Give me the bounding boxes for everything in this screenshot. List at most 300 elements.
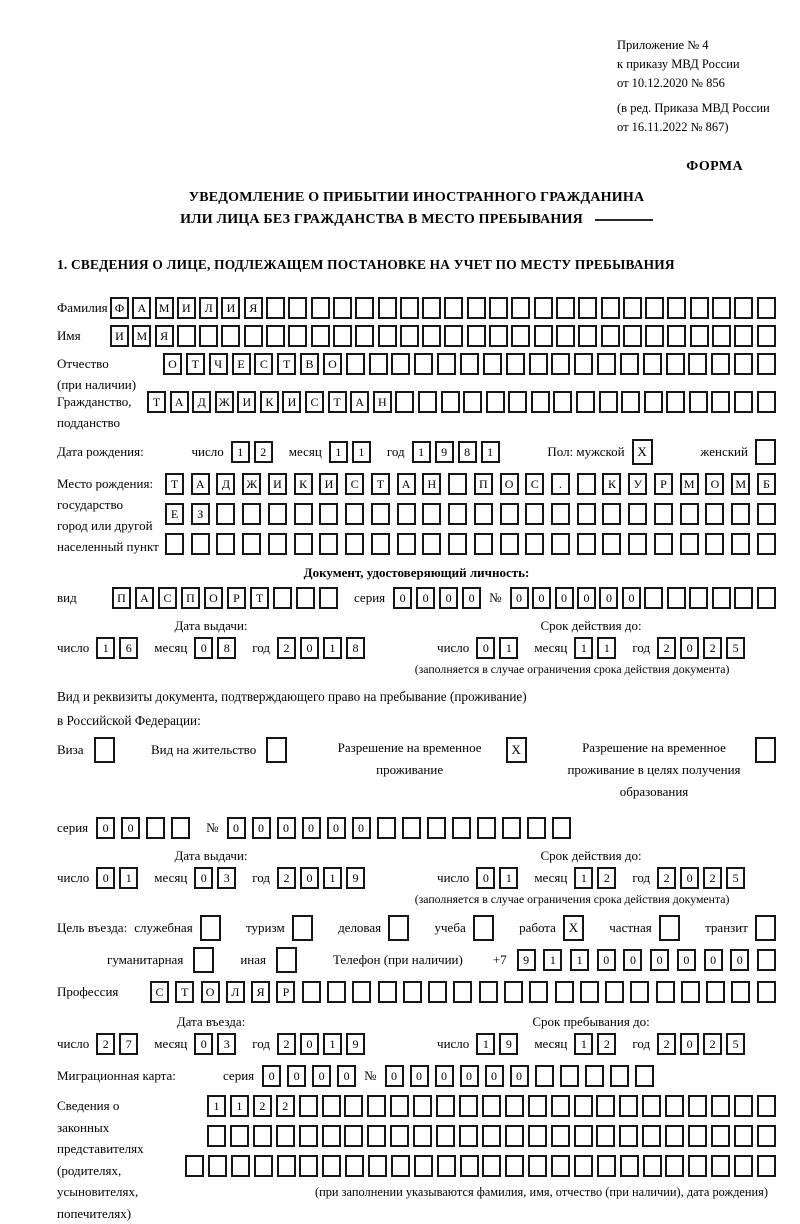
char-cell[interactable] bbox=[333, 325, 352, 347]
char-cell[interactable] bbox=[574, 1155, 593, 1177]
char-cell[interactable]: 1 bbox=[574, 1033, 593, 1055]
char-cell[interactable]: 1 bbox=[323, 1033, 342, 1055]
temp-residence-edu-checkbox[interactable] bbox=[755, 737, 776, 763]
char-cell[interactable] bbox=[500, 503, 519, 525]
char-cell[interactable] bbox=[620, 353, 639, 375]
char-cell[interactable] bbox=[171, 817, 190, 839]
char-cell[interactable] bbox=[221, 325, 240, 347]
temp-residence-checkbox[interactable]: X bbox=[506, 737, 527, 763]
char-cell[interactable]: 8 bbox=[217, 637, 236, 659]
char-cell[interactable]: С bbox=[525, 473, 544, 495]
char-cell[interactable]: О bbox=[204, 587, 223, 609]
char-cell[interactable] bbox=[489, 325, 508, 347]
char-cell[interactable] bbox=[680, 533, 699, 555]
char-cell[interactable] bbox=[529, 981, 548, 1003]
char-cell[interactable] bbox=[635, 1065, 654, 1087]
char-cell[interactable] bbox=[597, 353, 616, 375]
char-cell[interactable] bbox=[422, 503, 441, 525]
char-cell[interactable] bbox=[299, 1095, 318, 1117]
char-cell[interactable]: 0 bbox=[393, 587, 412, 609]
char-cell[interactable] bbox=[654, 533, 673, 555]
char-cell[interactable] bbox=[444, 297, 463, 319]
char-cell[interactable]: 1 bbox=[230, 1095, 249, 1117]
char-cell[interactable] bbox=[355, 297, 374, 319]
char-cell[interactable]: 0 bbox=[680, 1033, 699, 1055]
char-cell[interactable] bbox=[712, 587, 731, 609]
char-cell[interactable]: Ж bbox=[215, 391, 234, 413]
char-cell[interactable] bbox=[165, 533, 184, 555]
char-cell[interactable]: 2 bbox=[276, 1095, 295, 1117]
char-cell[interactable] bbox=[296, 587, 315, 609]
visa-checkbox[interactable] bbox=[94, 737, 115, 763]
char-cell[interactable]: 1 bbox=[96, 637, 115, 659]
char-cell[interactable]: 0 bbox=[680, 867, 699, 889]
char-cell[interactable]: 2 bbox=[254, 441, 273, 463]
purpose-business-checkbox[interactable] bbox=[388, 915, 409, 941]
char-cell[interactable] bbox=[528, 1155, 547, 1177]
char-cell[interactable] bbox=[757, 391, 776, 413]
char-cell[interactable] bbox=[642, 1095, 661, 1117]
char-cell[interactable] bbox=[378, 325, 397, 347]
char-cell[interactable] bbox=[688, 353, 707, 375]
char-cell[interactable] bbox=[191, 533, 210, 555]
char-cell[interactable] bbox=[390, 1095, 409, 1117]
char-cell[interactable] bbox=[551, 503, 570, 525]
char-cell[interactable]: 0 bbox=[476, 867, 495, 889]
char-cell[interactable]: 1 bbox=[323, 637, 342, 659]
char-cell[interactable]: Р bbox=[276, 981, 295, 1003]
purpose-private-checkbox[interactable] bbox=[659, 915, 680, 941]
char-cell[interactable]: 1 bbox=[119, 867, 138, 889]
char-cell[interactable] bbox=[551, 533, 570, 555]
char-cell[interactable] bbox=[688, 1125, 707, 1147]
char-cell[interactable] bbox=[477, 817, 496, 839]
char-cell[interactable]: 0 bbox=[439, 587, 458, 609]
char-cell[interactable] bbox=[508, 391, 527, 413]
char-cell[interactable] bbox=[437, 1155, 456, 1177]
char-cell[interactable]: 1 bbox=[543, 949, 562, 971]
char-cell[interactable] bbox=[294, 533, 313, 555]
char-cell[interactable] bbox=[689, 587, 708, 609]
char-cell[interactable] bbox=[656, 981, 675, 1003]
char-cell[interactable]: Д bbox=[192, 391, 211, 413]
char-cell[interactable] bbox=[344, 1095, 363, 1117]
char-cell[interactable] bbox=[506, 353, 525, 375]
char-cell[interactable] bbox=[482, 1155, 501, 1177]
char-cell[interactable]: 1 bbox=[574, 867, 593, 889]
char-cell[interactable] bbox=[628, 503, 647, 525]
char-cell[interactable]: 2 bbox=[703, 637, 722, 659]
char-cell[interactable] bbox=[574, 353, 593, 375]
char-cell[interactable] bbox=[371, 503, 390, 525]
char-cell[interactable]: Е bbox=[165, 503, 184, 525]
char-cell[interactable] bbox=[489, 297, 508, 319]
char-cell[interactable]: 0 bbox=[680, 637, 699, 659]
char-cell[interactable] bbox=[479, 981, 498, 1003]
char-cell[interactable] bbox=[731, 533, 750, 555]
char-cell[interactable]: Р bbox=[227, 587, 246, 609]
char-cell[interactable] bbox=[525, 533, 544, 555]
char-cell[interactable] bbox=[311, 325, 330, 347]
char-cell[interactable]: Л bbox=[199, 297, 218, 319]
char-cell[interactable] bbox=[734, 1155, 753, 1177]
char-cell[interactable] bbox=[601, 325, 620, 347]
char-cell[interactable] bbox=[711, 391, 730, 413]
char-cell[interactable] bbox=[474, 533, 493, 555]
char-cell[interactable]: О bbox=[201, 981, 220, 1003]
char-cell[interactable]: Ч bbox=[209, 353, 228, 375]
char-cell[interactable] bbox=[268, 503, 287, 525]
char-cell[interactable] bbox=[580, 981, 599, 1003]
char-cell[interactable]: У bbox=[628, 473, 647, 495]
char-cell[interactable] bbox=[448, 503, 467, 525]
char-cell[interactable] bbox=[422, 297, 441, 319]
char-cell[interactable]: Т bbox=[277, 353, 296, 375]
char-cell[interactable]: 0 bbox=[485, 1065, 504, 1087]
char-cell[interactable]: 0 bbox=[194, 867, 213, 889]
char-cell[interactable]: 0 bbox=[510, 587, 529, 609]
char-cell[interactable]: И bbox=[268, 473, 287, 495]
char-cell[interactable]: Я bbox=[244, 297, 263, 319]
char-cell[interactable] bbox=[645, 297, 664, 319]
char-cell[interactable]: 2 bbox=[277, 1033, 296, 1055]
char-cell[interactable]: 2 bbox=[703, 867, 722, 889]
char-cell[interactable]: 0 bbox=[277, 817, 296, 839]
char-cell[interactable] bbox=[448, 473, 467, 495]
char-cell[interactable] bbox=[623, 325, 642, 347]
char-cell[interactable]: 0 bbox=[262, 1065, 281, 1087]
char-cell[interactable] bbox=[482, 1125, 501, 1147]
char-cell[interactable]: Е bbox=[232, 353, 251, 375]
char-cell[interactable]: Т bbox=[165, 473, 184, 495]
char-cell[interactable] bbox=[345, 1155, 364, 1177]
char-cell[interactable]: 5 bbox=[726, 1033, 745, 1055]
char-cell[interactable]: 2 bbox=[597, 1033, 616, 1055]
char-cell[interactable]: 0 bbox=[194, 637, 213, 659]
char-cell[interactable]: 0 bbox=[460, 1065, 479, 1087]
char-cell[interactable] bbox=[288, 325, 307, 347]
char-cell[interactable] bbox=[620, 1155, 639, 1177]
char-cell[interactable] bbox=[486, 391, 505, 413]
char-cell[interactable] bbox=[460, 1155, 479, 1177]
char-cell[interactable]: С bbox=[254, 353, 273, 375]
char-cell[interactable]: П bbox=[112, 587, 131, 609]
char-cell[interactable] bbox=[414, 1155, 433, 1177]
char-cell[interactable] bbox=[400, 325, 419, 347]
char-cell[interactable]: 0 bbox=[337, 1065, 356, 1087]
char-cell[interactable] bbox=[689, 391, 708, 413]
char-cell[interactable]: 2 bbox=[277, 637, 296, 659]
char-cell[interactable] bbox=[601, 297, 620, 319]
char-cell[interactable]: Я bbox=[251, 981, 270, 1003]
char-cell[interactable]: О bbox=[163, 353, 182, 375]
char-cell[interactable]: И bbox=[110, 325, 129, 347]
char-cell[interactable]: 2 bbox=[253, 1095, 272, 1117]
char-cell[interactable] bbox=[444, 325, 463, 347]
char-cell[interactable] bbox=[555, 981, 574, 1003]
char-cell[interactable] bbox=[757, 1095, 776, 1117]
char-cell[interactable] bbox=[504, 981, 523, 1003]
char-cell[interactable] bbox=[711, 1125, 730, 1147]
char-cell[interactable] bbox=[585, 1065, 604, 1087]
char-cell[interactable] bbox=[254, 1155, 273, 1177]
char-cell[interactable] bbox=[511, 325, 530, 347]
char-cell[interactable] bbox=[216, 503, 235, 525]
char-cell[interactable]: 1 bbox=[499, 867, 518, 889]
char-cell[interactable]: Л bbox=[226, 981, 245, 1003]
char-cell[interactable] bbox=[534, 325, 553, 347]
char-cell[interactable]: 0 bbox=[194, 1033, 213, 1055]
char-cell[interactable] bbox=[460, 353, 479, 375]
char-cell[interactable]: И bbox=[319, 473, 338, 495]
char-cell[interactable] bbox=[734, 297, 753, 319]
char-cell[interactable] bbox=[436, 1095, 455, 1117]
char-cell[interactable]: 1 bbox=[574, 637, 593, 659]
char-cell[interactable]: 0 bbox=[300, 637, 319, 659]
char-cell[interactable] bbox=[666, 353, 685, 375]
char-cell[interactable] bbox=[482, 1095, 501, 1117]
char-cell[interactable] bbox=[352, 981, 371, 1003]
char-cell[interactable] bbox=[666, 391, 685, 413]
char-cell[interactable] bbox=[528, 1125, 547, 1147]
char-cell[interactable]: 0 bbox=[650, 949, 669, 971]
sex-male-checkbox[interactable]: X bbox=[632, 439, 653, 465]
char-cell[interactable] bbox=[452, 817, 471, 839]
char-cell[interactable]: М bbox=[680, 473, 699, 495]
char-cell[interactable]: З bbox=[191, 503, 210, 525]
char-cell[interactable]: 9 bbox=[517, 949, 536, 971]
char-cell[interactable] bbox=[534, 297, 553, 319]
char-cell[interactable]: 1 bbox=[323, 867, 342, 889]
char-cell[interactable] bbox=[556, 325, 575, 347]
char-cell[interactable] bbox=[467, 325, 486, 347]
residence-permit-checkbox[interactable] bbox=[266, 737, 287, 763]
char-cell[interactable] bbox=[757, 533, 776, 555]
char-cell[interactable] bbox=[277, 1155, 296, 1177]
char-cell[interactable] bbox=[525, 503, 544, 525]
char-cell[interactable]: 0 bbox=[352, 817, 371, 839]
char-cell[interactable]: М bbox=[155, 297, 174, 319]
char-cell[interactable] bbox=[311, 297, 330, 319]
char-cell[interactable]: П bbox=[181, 587, 200, 609]
char-cell[interactable]: П bbox=[474, 473, 493, 495]
char-cell[interactable] bbox=[645, 325, 664, 347]
char-cell[interactable] bbox=[319, 533, 338, 555]
char-cell[interactable]: С bbox=[158, 587, 177, 609]
char-cell[interactable] bbox=[327, 981, 346, 1003]
char-cell[interactable] bbox=[577, 503, 596, 525]
char-cell[interactable]: 0 bbox=[96, 867, 115, 889]
char-cell[interactable] bbox=[654, 503, 673, 525]
char-cell[interactable]: О bbox=[323, 353, 342, 375]
char-cell[interactable] bbox=[731, 503, 750, 525]
char-cell[interactable]: 2 bbox=[277, 867, 296, 889]
char-cell[interactable] bbox=[230, 1125, 249, 1147]
char-cell[interactable]: А bbox=[191, 473, 210, 495]
char-cell[interactable]: К bbox=[260, 391, 279, 413]
char-cell[interactable] bbox=[414, 353, 433, 375]
char-cell[interactable]: Т bbox=[147, 391, 166, 413]
char-cell[interactable] bbox=[448, 533, 467, 555]
char-cell[interactable] bbox=[299, 1125, 318, 1147]
char-cell[interactable] bbox=[319, 587, 338, 609]
char-cell[interactable] bbox=[574, 1095, 593, 1117]
purpose-other-checkbox[interactable] bbox=[276, 947, 297, 973]
char-cell[interactable]: 7 bbox=[119, 1033, 138, 1055]
char-cell[interactable] bbox=[266, 325, 285, 347]
char-cell[interactable]: Ж bbox=[242, 473, 261, 495]
char-cell[interactable] bbox=[599, 391, 618, 413]
char-cell[interactable] bbox=[688, 1095, 707, 1117]
char-cell[interactable] bbox=[390, 1125, 409, 1147]
char-cell[interactable] bbox=[551, 1125, 570, 1147]
char-cell[interactable]: 9 bbox=[499, 1033, 518, 1055]
char-cell[interactable] bbox=[208, 1155, 227, 1177]
purpose-work-checkbox[interactable]: X bbox=[563, 915, 584, 941]
char-cell[interactable] bbox=[535, 1065, 554, 1087]
char-cell[interactable]: 2 bbox=[703, 1033, 722, 1055]
char-cell[interactable] bbox=[266, 297, 285, 319]
char-cell[interactable]: Т bbox=[175, 981, 194, 1003]
purpose-transit-checkbox[interactable] bbox=[755, 915, 776, 941]
char-cell[interactable] bbox=[602, 533, 621, 555]
char-cell[interactable] bbox=[552, 817, 571, 839]
char-cell[interactable] bbox=[690, 325, 709, 347]
char-cell[interactable]: 0 bbox=[287, 1065, 306, 1087]
char-cell[interactable]: 0 bbox=[577, 587, 596, 609]
char-cell[interactable]: 0 bbox=[677, 949, 696, 971]
char-cell[interactable]: 3 bbox=[217, 867, 236, 889]
char-cell[interactable]: 9 bbox=[346, 867, 365, 889]
char-cell[interactable]: 0 bbox=[704, 949, 723, 971]
char-cell[interactable] bbox=[711, 1155, 730, 1177]
char-cell[interactable] bbox=[712, 325, 731, 347]
char-cell[interactable] bbox=[560, 1065, 579, 1087]
char-cell[interactable] bbox=[474, 503, 493, 525]
char-cell[interactable]: С bbox=[305, 391, 324, 413]
char-cell[interactable]: 0 bbox=[252, 817, 271, 839]
purpose-tourism-checkbox[interactable] bbox=[292, 915, 313, 941]
char-cell[interactable] bbox=[610, 1065, 629, 1087]
char-cell[interactable] bbox=[577, 473, 596, 495]
char-cell[interactable] bbox=[528, 1095, 547, 1117]
char-cell[interactable]: В bbox=[300, 353, 319, 375]
char-cell[interactable] bbox=[706, 981, 725, 1003]
char-cell[interactable] bbox=[395, 391, 414, 413]
char-cell[interactable] bbox=[630, 981, 649, 1003]
char-cell[interactable] bbox=[551, 1155, 570, 1177]
char-cell[interactable] bbox=[333, 297, 352, 319]
char-cell[interactable]: 0 bbox=[532, 587, 551, 609]
char-cell[interactable] bbox=[418, 391, 437, 413]
char-cell[interactable] bbox=[667, 587, 686, 609]
char-cell[interactable] bbox=[302, 981, 321, 1003]
char-cell[interactable]: 0 bbox=[462, 587, 481, 609]
char-cell[interactable] bbox=[665, 1095, 684, 1117]
char-cell[interactable]: 1 bbox=[412, 441, 431, 463]
char-cell[interactable] bbox=[436, 1125, 455, 1147]
char-cell[interactable] bbox=[367, 1125, 386, 1147]
char-cell[interactable] bbox=[505, 1125, 524, 1147]
sex-female-checkbox[interactable] bbox=[755, 439, 776, 465]
char-cell[interactable] bbox=[602, 503, 621, 525]
char-cell[interactable] bbox=[319, 503, 338, 525]
char-cell[interactable]: М bbox=[132, 325, 151, 347]
char-cell[interactable] bbox=[734, 391, 753, 413]
char-cell[interactable] bbox=[731, 981, 750, 1003]
char-cell[interactable] bbox=[596, 1095, 615, 1117]
char-cell[interactable] bbox=[578, 325, 597, 347]
char-cell[interactable] bbox=[705, 533, 724, 555]
char-cell[interactable]: О bbox=[500, 473, 519, 495]
char-cell[interactable] bbox=[529, 353, 548, 375]
char-cell[interactable] bbox=[402, 817, 421, 839]
char-cell[interactable]: И bbox=[177, 297, 196, 319]
char-cell[interactable] bbox=[294, 503, 313, 525]
char-cell[interactable]: А bbox=[397, 473, 416, 495]
char-cell[interactable] bbox=[644, 391, 663, 413]
char-cell[interactable]: К bbox=[602, 473, 621, 495]
char-cell[interactable]: 0 bbox=[730, 949, 749, 971]
purpose-humanitarian-checkbox[interactable] bbox=[193, 947, 214, 973]
char-cell[interactable]: 2 bbox=[657, 1033, 676, 1055]
char-cell[interactable] bbox=[757, 503, 776, 525]
char-cell[interactable]: 2 bbox=[597, 867, 616, 889]
char-cell[interactable]: 3 bbox=[217, 1033, 236, 1055]
char-cell[interactable] bbox=[757, 1155, 776, 1177]
char-cell[interactable] bbox=[734, 1095, 753, 1117]
char-cell[interactable] bbox=[711, 353, 730, 375]
char-cell[interactable] bbox=[711, 1095, 730, 1117]
purpose-official-checkbox[interactable] bbox=[200, 915, 221, 941]
char-cell[interactable]: 0 bbox=[96, 817, 115, 839]
char-cell[interactable]: Б bbox=[757, 473, 776, 495]
char-cell[interactable] bbox=[377, 817, 396, 839]
char-cell[interactable] bbox=[422, 325, 441, 347]
char-cell[interactable] bbox=[288, 297, 307, 319]
char-cell[interactable]: 1 bbox=[481, 441, 500, 463]
char-cell[interactable] bbox=[502, 817, 521, 839]
char-cell[interactable] bbox=[644, 587, 663, 609]
char-cell[interactable] bbox=[623, 297, 642, 319]
char-cell[interactable]: С bbox=[150, 981, 169, 1003]
char-cell[interactable] bbox=[511, 297, 530, 319]
char-cell[interactable] bbox=[268, 533, 287, 555]
char-cell[interactable]: 0 bbox=[435, 1065, 454, 1087]
char-cell[interactable] bbox=[621, 391, 640, 413]
char-cell[interactable]: 0 bbox=[476, 637, 495, 659]
char-cell[interactable]: Ф bbox=[110, 297, 129, 319]
char-cell[interactable] bbox=[574, 1125, 593, 1147]
char-cell[interactable]: 0 bbox=[599, 587, 618, 609]
char-cell[interactable]: 6 bbox=[119, 637, 138, 659]
char-cell[interactable]: 0 bbox=[416, 587, 435, 609]
char-cell[interactable] bbox=[597, 1155, 616, 1177]
purpose-study-checkbox[interactable] bbox=[473, 915, 494, 941]
char-cell[interactable]: А bbox=[350, 391, 369, 413]
char-cell[interactable]: 0 bbox=[410, 1065, 429, 1087]
char-cell[interactable] bbox=[391, 1155, 410, 1177]
char-cell[interactable] bbox=[367, 1095, 386, 1117]
char-cell[interactable] bbox=[378, 981, 397, 1003]
char-cell[interactable]: А bbox=[132, 297, 151, 319]
char-cell[interactable] bbox=[628, 533, 647, 555]
char-cell[interactable]: О bbox=[705, 473, 724, 495]
char-cell[interactable] bbox=[427, 817, 446, 839]
char-cell[interactable]: 2 bbox=[657, 867, 676, 889]
char-cell[interactable] bbox=[757, 587, 776, 609]
char-cell[interactable] bbox=[299, 1155, 318, 1177]
